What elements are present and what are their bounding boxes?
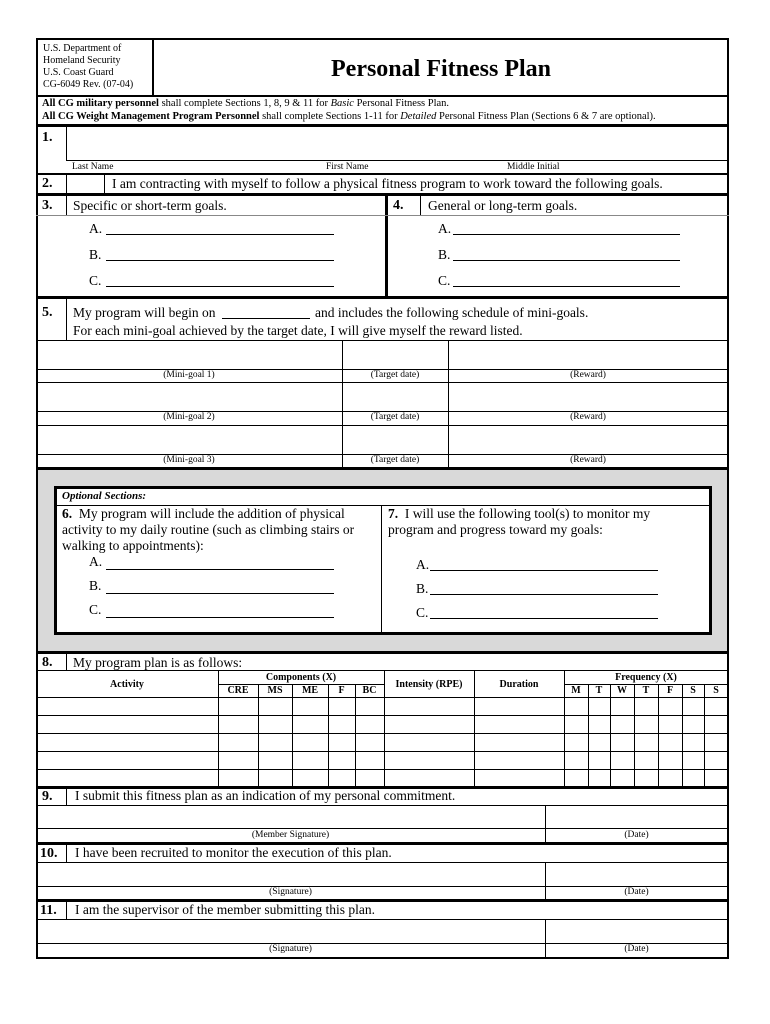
section-number: 1. xyxy=(42,130,53,145)
goal-a-label: A. xyxy=(89,221,103,236)
section-9-text: I submit this fitness plan as an indication of my personal commitment. xyxy=(75,788,456,803)
target-date-1-input[interactable] xyxy=(344,342,447,368)
divider xyxy=(36,651,729,654)
section-number: 6. xyxy=(62,506,73,521)
section-number: 8. xyxy=(42,655,53,670)
section-6-line-3: walking to appointments): xyxy=(62,538,204,553)
activity-c-input[interactable] xyxy=(106,604,334,618)
instruction-line-1 xyxy=(42,99,449,110)
divider xyxy=(342,341,343,468)
me-header: ME xyxy=(301,685,319,696)
mini-goal-3-input[interactable] xyxy=(38,427,341,453)
divider xyxy=(66,299,67,340)
section-3-text: Specific or short-term goals. xyxy=(73,198,227,213)
section-11-text: I am the supervisor of the member submitting this plan. xyxy=(75,902,375,917)
last-name-label: Last Name xyxy=(72,162,114,172)
divider xyxy=(420,196,421,215)
divider xyxy=(36,95,729,97)
divider xyxy=(66,902,67,919)
section-6-line-1: My program will include the addition of physical xyxy=(78,506,345,521)
middle-initial-label: Middle Initial xyxy=(507,162,560,172)
activity-row-5-input[interactable] xyxy=(38,770,217,787)
monitor-date-label: (Date) xyxy=(624,887,649,897)
instruction-1-text-a: shall complete Sections 1, 8, 9 & 11 for xyxy=(158,98,331,109)
activity-c-label: C. xyxy=(89,602,102,617)
divider xyxy=(355,684,356,787)
monitor-date-input[interactable] xyxy=(547,863,727,885)
last-name-input[interactable] xyxy=(70,136,310,158)
section-number: 10. xyxy=(40,846,58,861)
instruction-1-bold: All CG military personnel xyxy=(42,98,159,109)
activity-a-label: A. xyxy=(89,554,103,569)
instruction-line-2 xyxy=(42,112,656,123)
goal-b-label: B. xyxy=(438,247,451,262)
divider xyxy=(66,654,67,670)
instruction-2-text-b: Personal Fitness Plan (Sections 6 & 7 are optional). xyxy=(436,111,656,122)
divider xyxy=(36,173,729,175)
components-header: Components (X) xyxy=(265,672,337,683)
duration-header: Duration xyxy=(499,679,539,690)
monitor-signature-input[interactable] xyxy=(38,863,544,885)
divider xyxy=(448,341,449,468)
section-8-text: My program plan is as follows: xyxy=(73,655,243,670)
program-begin-date-input[interactable] xyxy=(222,304,310,319)
divider xyxy=(588,684,589,787)
divider xyxy=(36,193,729,196)
supervisor-date-input[interactable] xyxy=(547,920,727,942)
section-4-text: General or long-term goals. xyxy=(428,198,578,213)
initials-input[interactable] xyxy=(67,175,104,193)
target-date-3-input[interactable] xyxy=(344,427,447,453)
optional-heading: Optional Sections: xyxy=(62,490,147,502)
cre-header: CRE xyxy=(227,685,249,696)
section-number: 11. xyxy=(40,903,57,918)
instruction-2-italic: Detailed xyxy=(400,111,437,122)
target-date-3-label: (Target date) xyxy=(370,455,420,465)
tool-a-label: A. xyxy=(416,557,430,572)
activity-b-input[interactable] xyxy=(106,580,334,594)
instruction-2-text-a: shall complete Sections 1-11 for xyxy=(259,111,401,122)
divider xyxy=(381,506,382,632)
short-term-goal-a-input[interactable] xyxy=(106,220,334,235)
agency-line-2: Homeland Security xyxy=(43,55,121,66)
section-5-line-2: For each mini-goal achieved by the target date, I will give myself the reward listed. xyxy=(73,323,523,338)
saturday-header: S xyxy=(690,685,696,696)
activity-a-input[interactable] xyxy=(106,556,334,570)
instruction-1-text-b: Personal Fitness Plan. xyxy=(353,98,450,109)
first-name-label: First Name xyxy=(326,162,369,172)
tool-b-label: B. xyxy=(416,581,429,596)
wednesday-header: W xyxy=(617,685,627,696)
agency-line-1: U.S. Department of xyxy=(43,43,122,54)
divider xyxy=(36,425,729,426)
reward-2-input[interactable] xyxy=(450,384,727,410)
first-name-input[interactable] xyxy=(320,136,490,158)
member-date-label: (Date) xyxy=(624,830,649,840)
supervisor-signature-input[interactable] xyxy=(38,920,544,942)
section-number: 2. xyxy=(42,176,53,191)
divider xyxy=(36,670,729,671)
divider xyxy=(36,215,729,216)
section-7-line-1: I will use the following tool(s) to monitor my xyxy=(404,506,651,521)
tuesday-header: T xyxy=(595,685,603,696)
member-date-input[interactable] xyxy=(547,806,727,828)
section-10-text: I have been recruited to monitor the execution of this plan. xyxy=(75,845,392,860)
goal-c-label: C. xyxy=(438,273,451,288)
section-7-line-2: program and progress toward my goals: xyxy=(388,522,603,537)
bc-header: BC xyxy=(362,685,377,696)
section-number: 4. xyxy=(393,198,404,213)
reward-1-label: (Reward) xyxy=(570,370,606,380)
reward-1-input[interactable] xyxy=(450,342,727,368)
mini-goal-1-input[interactable] xyxy=(38,342,341,368)
activity-b-label: B. xyxy=(89,578,102,593)
section-2-text: I am contracting with myself to follow a physical fitness program to work toward the following goals. xyxy=(112,176,663,191)
section-number: 7. xyxy=(388,506,399,521)
divider xyxy=(682,684,683,787)
short-term-goal-b-input[interactable] xyxy=(106,246,334,261)
divider xyxy=(66,160,728,161)
divider xyxy=(66,126,67,160)
f-header: F xyxy=(338,685,345,696)
divider xyxy=(218,684,384,685)
divider xyxy=(36,296,729,299)
frequency-header: Frequency (X) xyxy=(615,672,677,683)
long-term-goal-a-input[interactable] xyxy=(453,220,680,235)
divider xyxy=(36,340,729,341)
sunday-header: S xyxy=(713,685,719,696)
section-5-line-1a: My program will begin on xyxy=(73,305,216,320)
middle-initial-input[interactable] xyxy=(500,136,720,158)
divider xyxy=(36,124,729,127)
target-date-2-label: (Target date) xyxy=(370,412,420,422)
intensity-header: Intensity (RPE) xyxy=(395,679,463,690)
section-number: 9. xyxy=(42,789,53,804)
divider xyxy=(634,684,635,787)
thursday-header: T xyxy=(642,685,650,696)
divider xyxy=(36,828,729,829)
divider xyxy=(36,382,729,383)
target-date-2-input[interactable] xyxy=(344,384,447,410)
tool-c-input[interactable] xyxy=(430,605,658,619)
friday-header: F xyxy=(666,685,674,696)
divider xyxy=(704,684,705,787)
long-term-goal-b-input[interactable] xyxy=(453,246,680,261)
target-date-1-label: (Target date) xyxy=(370,370,420,380)
divider xyxy=(66,789,67,805)
mini-goal-2-input[interactable] xyxy=(38,384,341,410)
activity-row-1-input[interactable] xyxy=(38,698,217,715)
mini-goal-1-label: (Mini-goal 1) xyxy=(163,370,215,380)
divider xyxy=(66,845,67,862)
instruction-2-bold: All CG Weight Management Program Personnel xyxy=(42,111,260,122)
section-5-line-1b: and includes the following schedule of mini-goals. xyxy=(315,305,589,320)
activity-row-2-input[interactable] xyxy=(38,716,217,733)
instruction-1-italic: Basic xyxy=(330,98,354,109)
supervisor-signature-label: (Signature) xyxy=(269,944,312,954)
activity-row-4-input[interactable] xyxy=(38,752,217,769)
mini-goal-2-label: (Mini-goal 2) xyxy=(163,412,215,422)
section-number: 5. xyxy=(42,305,53,320)
agency-line-3: U.S. Coast Guard xyxy=(43,67,114,78)
goal-a-label: A. xyxy=(438,221,452,236)
section-number: 3. xyxy=(42,198,53,213)
supervisor-date-label: (Date) xyxy=(624,944,649,954)
divider xyxy=(658,684,659,787)
divider xyxy=(258,684,259,787)
tool-b-input[interactable] xyxy=(430,581,658,595)
ms-header: MS xyxy=(267,685,283,696)
goal-c-label: C. xyxy=(89,273,102,288)
activity-row-3-input[interactable] xyxy=(38,734,217,751)
divider xyxy=(104,175,105,193)
divider xyxy=(610,684,611,787)
reward-3-label: (Reward) xyxy=(570,455,606,465)
divider xyxy=(385,196,388,296)
tool-c-label: C. xyxy=(416,605,429,620)
form-number: CG-6049 Rev. (07-04) xyxy=(43,79,134,90)
activity-header: Activity xyxy=(110,679,144,690)
long-term-goal-c-input[interactable] xyxy=(453,272,680,287)
divider xyxy=(66,196,67,215)
reward-2-label: (Reward) xyxy=(570,412,606,422)
short-term-goal-c-input[interactable] xyxy=(106,272,334,287)
divider xyxy=(292,684,293,787)
member-signature-input[interactable] xyxy=(38,806,544,828)
monday-header: M xyxy=(571,685,581,696)
divider xyxy=(328,684,329,787)
section-6-line-2: activity to my daily routine (such as climbing stairs or xyxy=(62,522,355,537)
member-signature-label: (Member Signature) xyxy=(251,830,330,840)
page-title: Personal Fitness Plan xyxy=(331,56,551,82)
monitor-signature-label: (Signature) xyxy=(269,887,312,897)
goal-b-label: B. xyxy=(89,247,102,262)
tool-a-input[interactable] xyxy=(430,557,658,571)
reward-3-input[interactable] xyxy=(450,427,727,453)
mini-goal-3-label: (Mini-goal 3) xyxy=(163,455,215,465)
